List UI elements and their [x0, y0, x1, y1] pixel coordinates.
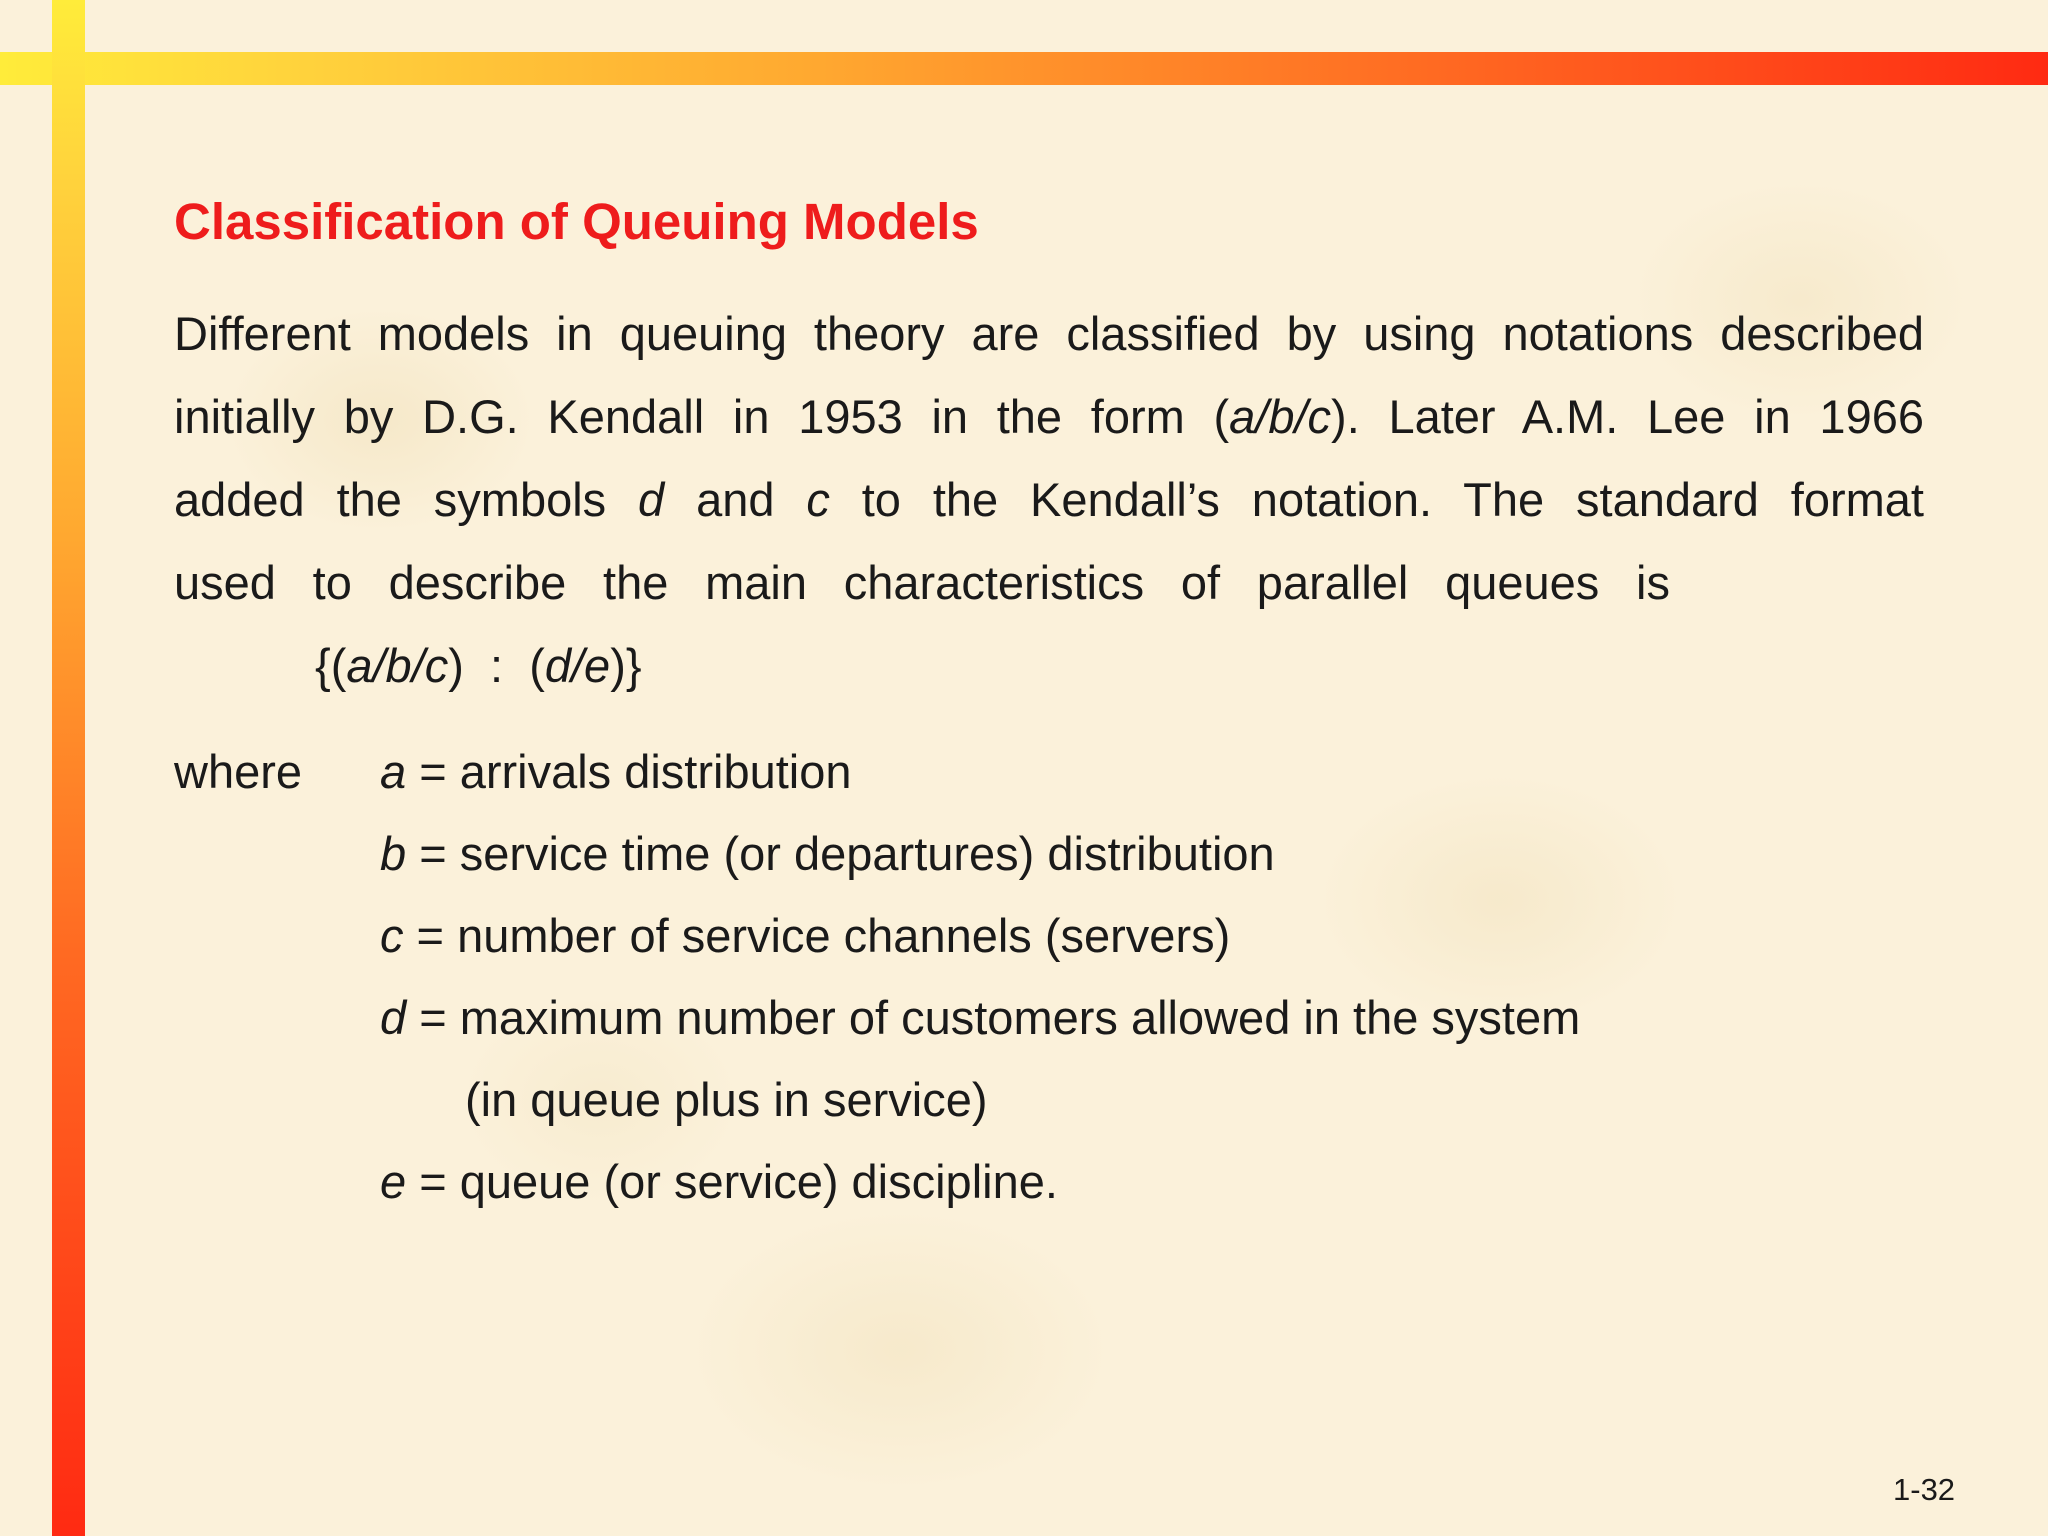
paragraph-line-1: Different models in queuing theory are classified by using notations described: [174, 307, 1924, 360]
definition-text: = queue (or service) discipline.: [406, 1155, 1058, 1208]
definition-text: = maximum number of customers allowed in the system: [406, 991, 1581, 1044]
left-accent-bar: [52, 0, 85, 1536]
definition-symbol: d: [380, 991, 407, 1044]
symbol-d: d: [638, 473, 665, 526]
paragraph-text: ). Later A.M. Lee in 1966: [1331, 390, 1924, 443]
definition-symbol: b: [380, 827, 407, 880]
formula-open: {(: [315, 639, 347, 692]
definition-text: = service time (or departures) distribution: [406, 827, 1275, 880]
paragraph-line-4: used to describe the main characteristics of parallel queues is: [174, 556, 1670, 609]
where-label: where: [174, 745, 303, 798]
top-accent-bar: [0, 52, 2048, 85]
definition-text: = number of service channels (servers): [403, 909, 1231, 962]
definition-symbol: e: [380, 1155, 407, 1208]
paragraph-text: and: [664, 473, 807, 526]
definition-e: [380, 1154, 1058, 1210]
definition-text: (in queue plus in service): [465, 1073, 988, 1126]
symbol-c: c: [806, 473, 830, 526]
formula-separator: ) : (: [448, 639, 545, 692]
paragraph-text: initially by D.G. Kendall in 1953 in the form (: [174, 390, 1230, 443]
kendall-notation: a/b/c: [1229, 390, 1332, 443]
definition-symbol: a: [380, 745, 407, 798]
paragraph-line-2: [174, 389, 1924, 445]
kendall-formula: [315, 638, 642, 694]
slide-number: 1-32: [1893, 1472, 1956, 1507]
definition-b: [380, 826, 1275, 882]
paragraph-line-3: [174, 472, 1924, 528]
formula-close: )}: [610, 639, 642, 692]
paragraph-text: to the Kendall’s notation. The standard format: [829, 473, 1924, 526]
slide-title: Classification of Queuing Models: [174, 193, 979, 250]
definition-a: [380, 744, 852, 800]
formula-de: d/e: [544, 639, 611, 692]
definition-text: = arrivals distribution: [406, 745, 852, 798]
definition-symbol: c: [380, 909, 404, 962]
definition-d-continuation: [465, 1072, 988, 1128]
paragraph-text: added the symbols: [174, 473, 639, 526]
definition-c: [380, 908, 1230, 964]
definition-d: [380, 990, 1580, 1046]
formula-abc: a/b/c: [346, 639, 449, 692]
